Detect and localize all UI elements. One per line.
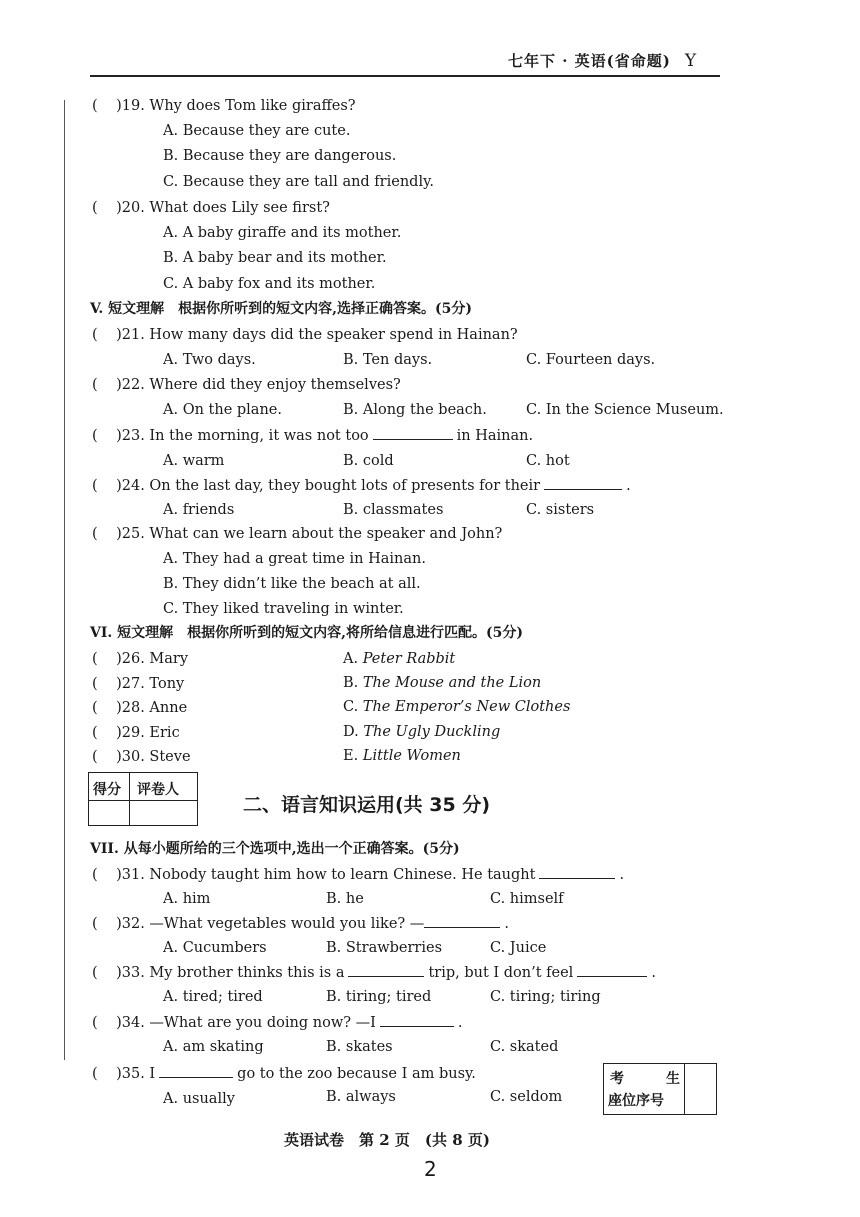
- part-2-title: 二、语言知识运用(共 35 分): [243, 794, 491, 816]
- page-header: [508, 50, 697, 71]
- q23-option-a: A. warm: [163, 453, 225, 469]
- question-21: ( )21. How many days did the speaker spend in Hainan?: [92, 327, 518, 343]
- book-title: The Mouse and the Lion: [362, 675, 542, 691]
- score-box-divider: [129, 773, 130, 825]
- book-title: The Emperor’s New Clothes: [362, 699, 571, 715]
- section-6-heading: VI. 短文理解 根据你所听到的短文内容,将所给信息进行匹配。(5分): [90, 625, 524, 641]
- score-label: 得分: [93, 782, 121, 798]
- q35-stem: ( )35. I: [92, 1066, 156, 1082]
- q31-stem-end: .: [619, 867, 625, 883]
- q23-stem-end: in Hainan.: [456, 428, 534, 444]
- q31-option-c: C. himself: [490, 891, 564, 907]
- q34-stem: ( )34. —What are you doing now? —I: [92, 1015, 376, 1031]
- answer-blank[interactable]: [159, 1063, 233, 1078]
- q22-option-c: C. In the Science Museum.: [526, 402, 724, 418]
- q33-option-c: C. tiring; tiring: [490, 989, 601, 1005]
- seat-box-divider: [684, 1064, 685, 1114]
- margin-line: [64, 100, 65, 1060]
- score-box: [88, 772, 198, 826]
- header-title: 七年下 · 英语(省命题): [508, 52, 671, 70]
- q20-option-b: B. A baby bear and its mother.: [163, 250, 387, 266]
- q32-stem: ( )32. —What vegetables would you like? —: [92, 916, 425, 932]
- q34-option-a: A. am skating: [163, 1039, 264, 1055]
- q33-option-a: A. tired; tired: [163, 989, 263, 1005]
- q21-option-c: C. Fourteen days.: [526, 352, 656, 368]
- q22-option-b: B. Along the beach.: [343, 402, 487, 418]
- question-31: [92, 864, 624, 885]
- match-left-28: ( )28. Anne: [92, 700, 188, 716]
- match-letter: D.: [343, 724, 359, 740]
- q32-option-a: A. Cucumbers: [163, 940, 267, 956]
- q32-option-c: C. Juice: [490, 940, 547, 956]
- answer-blank[interactable]: [577, 962, 647, 977]
- section-7-heading: VII. 从每小题所给的三个选项中,选出一个正确答案。(5分): [90, 841, 460, 857]
- match-right-a: [343, 649, 455, 669]
- header-mark: Y: [684, 51, 698, 71]
- grader-label: 评卷人: [137, 782, 179, 798]
- q24-option-c: C. sisters: [526, 502, 595, 518]
- match-left-30: ( )30. Steve: [92, 749, 191, 765]
- seat-number-box: [603, 1063, 717, 1115]
- q25-option-c: C. They liked traveling in winter.: [163, 601, 404, 617]
- question-25: ( )25. What can we learn about the speaker and John?: [92, 526, 503, 542]
- seat-label-char: 考: [610, 1071, 624, 1087]
- score-box-divider: [89, 800, 197, 801]
- match-left-27: ( )27. Tony: [92, 676, 185, 692]
- q24-stem: ( )24. On the last day, they bought lots of presents for their: [92, 478, 541, 494]
- question-35: [92, 1063, 476, 1084]
- answer-blank[interactable]: [373, 425, 453, 440]
- q35-option-c: C. seldom: [490, 1089, 563, 1105]
- q33-stem: ( )33. My brother thinks this is a: [92, 965, 345, 981]
- q34-option-b: B. skates: [326, 1039, 393, 1055]
- question-20: ( )20. What does Lily see first?: [92, 200, 330, 216]
- q20-option-c: C. A baby fox and its mother.: [163, 276, 376, 292]
- q34-stem-end: .: [457, 1015, 463, 1031]
- q34-option-c: C. skated: [490, 1039, 559, 1055]
- q23-option-b: B. cold: [343, 453, 394, 469]
- section-5-heading: V. 短文理解 根据你所听到的短文内容,选择正确答案。(5分): [90, 301, 473, 317]
- book-title: The Ugly Duckling: [363, 724, 501, 740]
- q35-option-a: A. usually: [163, 1091, 235, 1107]
- answer-blank[interactable]: [539, 864, 615, 879]
- q24-option-a: A. friends: [163, 502, 235, 518]
- seat-label-line2: 座位序号: [608, 1093, 664, 1109]
- header-rule: [90, 75, 720, 77]
- q25-option-a: A. They had a great time in Hainan.: [163, 551, 426, 567]
- q19-option-a: A. Because they are cute.: [163, 123, 351, 139]
- page-number: 2: [424, 1157, 437, 1181]
- answer-blank[interactable]: [544, 475, 622, 490]
- q31-option-a: A. him: [163, 891, 211, 907]
- q22-option-a: A. On the plane.: [163, 402, 282, 418]
- book-title: Little Women: [362, 748, 461, 764]
- match-right-e: [343, 746, 461, 766]
- match-right-b: [343, 673, 541, 693]
- q32-option-b: B. Strawberries: [326, 940, 443, 956]
- seat-label-char: 生: [666, 1071, 680, 1087]
- page-footer: 英语试卷 第 2 页 (共 8 页): [284, 1131, 490, 1149]
- seat-label-line1: [610, 1068, 680, 1088]
- question-23: [92, 425, 533, 446]
- q20-option-a: A. A baby giraffe and its mother.: [163, 225, 402, 241]
- q24-stem-end: .: [626, 478, 631, 494]
- q35-option-b: B. always: [326, 1089, 396, 1105]
- q23-stem: ( )23. In the morning, it was not too: [92, 428, 369, 444]
- question-24: [92, 475, 631, 496]
- match-letter: A.: [343, 651, 359, 667]
- match-right-d: [343, 722, 500, 742]
- match-letter: E.: [343, 748, 359, 764]
- answer-blank[interactable]: [348, 962, 424, 977]
- q35-stem-end: go to the zoo because I am busy.: [237, 1066, 476, 1082]
- match-letter: C.: [343, 699, 359, 715]
- match-letter: B.: [343, 675, 359, 691]
- q19-option-c: C. Because they are tall and friendly.: [163, 174, 434, 190]
- match-right-c: [343, 697, 570, 717]
- q33-stem-end: .: [651, 965, 656, 981]
- q25-option-b: B. They didn’t like the beach at all.: [163, 576, 421, 592]
- match-left-29: ( )29. Eric: [92, 725, 180, 741]
- q23-option-c: C. hot: [526, 453, 570, 469]
- match-left-26: ( )26. Mary: [92, 651, 189, 667]
- q21-option-a: A. Two days.: [163, 352, 256, 368]
- q21-option-b: B. Ten days.: [343, 352, 433, 368]
- answer-blank[interactable]: [424, 913, 500, 928]
- question-33: [92, 962, 656, 983]
- question-19: ( )19. Why does Tom like giraffes?: [92, 98, 356, 114]
- question-22: ( )22. Where did they enjoy themselves?: [92, 377, 401, 393]
- q31-option-b: B. he: [326, 891, 364, 907]
- q33-stem-mid: trip, but I don’t feel: [428, 965, 574, 981]
- book-title: Peter Rabbit: [362, 651, 456, 667]
- question-34: [92, 1012, 462, 1033]
- q33-option-b: B. tiring; tired: [326, 989, 432, 1005]
- q24-option-b: B. classmates: [343, 502, 444, 518]
- q32-stem-end: .: [504, 916, 509, 932]
- q31-stem: ( )31. Nobody taught him how to learn Chinese. He taught: [92, 867, 536, 883]
- question-32: [92, 913, 509, 934]
- q19-option-b: B. Because they are dangerous.: [163, 148, 397, 164]
- answer-blank[interactable]: [380, 1012, 454, 1027]
